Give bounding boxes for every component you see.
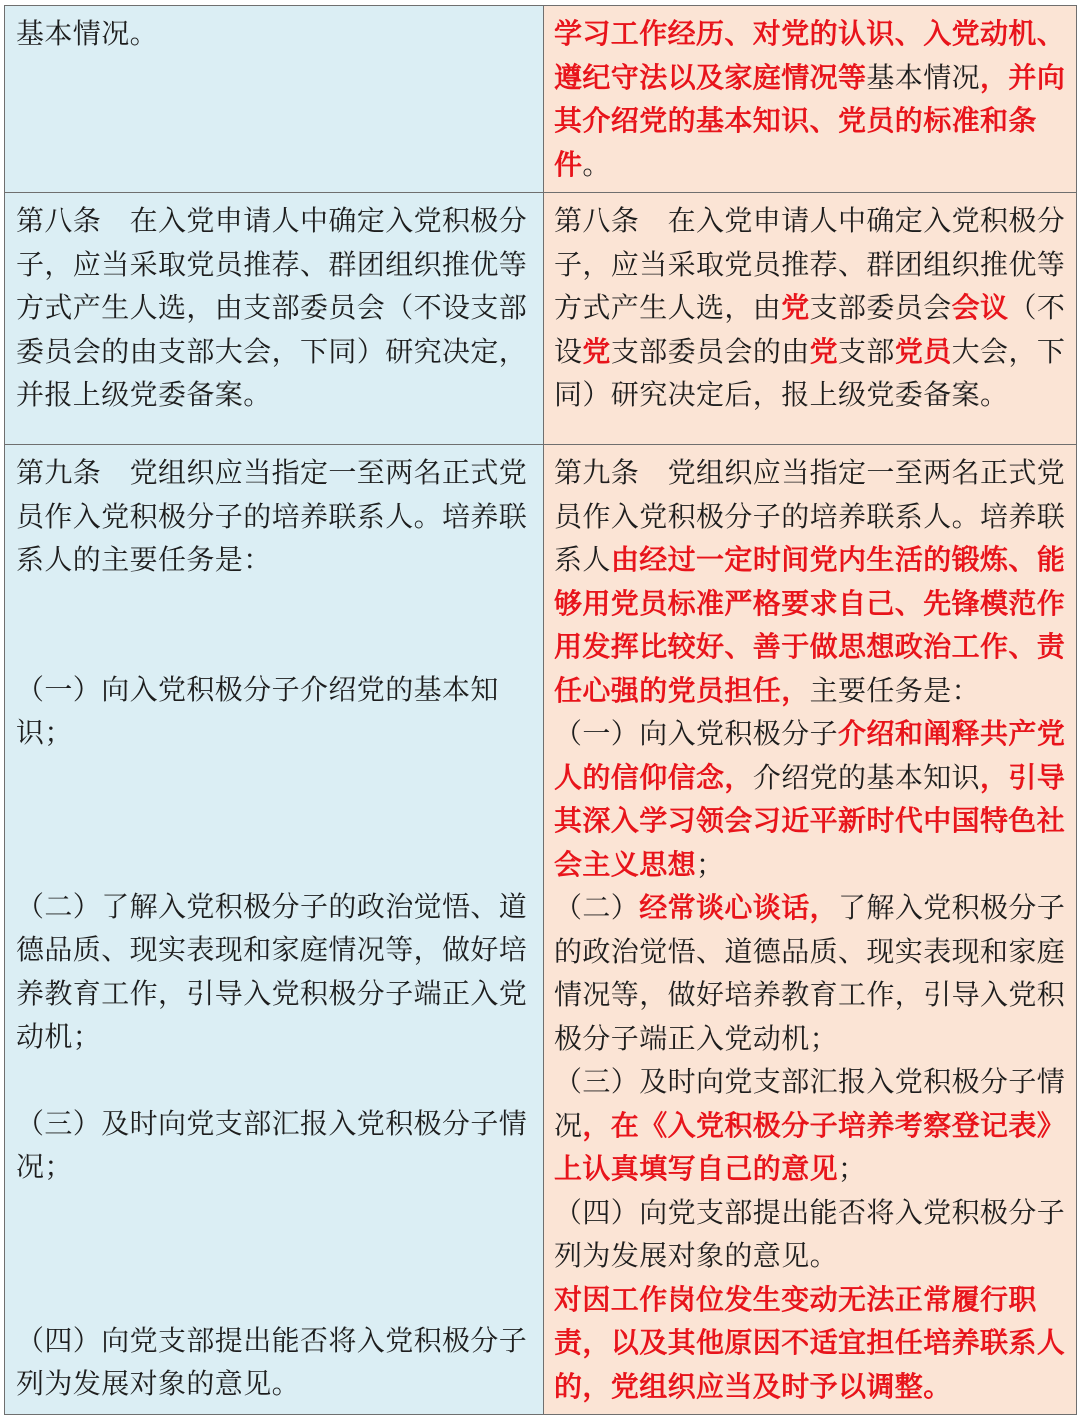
text-segment: （四）向党支部提出能否将入党积极分子列为发展对象的意见。 (16, 1323, 528, 1400)
revised-highlight-text: 党 (809, 334, 839, 368)
paragraph (16, 668, 535, 755)
original-text-cell (5, 445, 544, 1415)
paragraph (16, 885, 535, 1059)
revised-text-cell (544, 445, 1077, 1415)
text-segment: 大会，下同）研究决定后，报上级党委备案。 (554, 334, 1066, 411)
text-segment: 第九条 党组织应当指定一至两名正式党员作入党积极分子的培养联系人。培养联系人 (554, 456, 1066, 576)
text-segment: 主要任务是： (809, 673, 981, 707)
revised-highlight-text: 由经过一定时间党内生活的锻炼、能够用党员标准严格要求自己、先锋模范作用发挥比较好、善于做思想政治工作、责任心强的党员担任， (554, 543, 1066, 707)
revised-highlight-text: 对因工作岗位发生变动无法正常履行职责，以及其他原因不适宜担任培养联系人的，党组织应当及时予以调整。 (554, 1282, 1066, 1403)
text-segment: ； (696, 847, 725, 881)
paragraph (554, 1278, 1068, 1409)
revised-text-cell (544, 193, 1077, 445)
cell-text (544, 445, 1076, 1414)
cell-text (544, 6, 1076, 192)
text-segment: 支部委员会的由 (610, 334, 810, 368)
revised-highlight-text: 党 (582, 334, 611, 368)
text-segment: （二） (554, 891, 640, 924)
text-segment: （四）向党支部提出能否将入党积极分子列为发展对象的意见。 (554, 1195, 1066, 1272)
text-segment: （三）及时向党支部汇报入党积极分子情况； (16, 1106, 528, 1183)
cell-text (5, 193, 543, 423)
text-segment: 。 (582, 147, 611, 181)
text-segment: （一）向入党积极分子 (554, 717, 839, 750)
text-segment: （不设 (554, 291, 1066, 368)
text-segment: 第八条 在入党申请人中确定入党积极分子，应当采取党员推荐、群团组织推优等方式产生人选，由 (554, 204, 1066, 324)
paragraph (16, 1319, 535, 1406)
paragraph (554, 12, 1068, 186)
text-segment: （二）了解入党积极分子的政治觉悟、道德品质、现实表现和家庭情况等，做好培养教育工作，引导入党积极分子端正入党动机； (16, 889, 528, 1053)
paragraph (16, 12, 535, 56)
paragraph (554, 712, 1068, 886)
comparison-table (4, 5, 1077, 1415)
table-row (5, 445, 1077, 1415)
table-row (5, 193, 1077, 445)
revised-highlight-text: 党员 (894, 334, 952, 368)
paragraph (554, 199, 1068, 417)
original-text-cell (5, 6, 544, 193)
revised-highlight-text: 党 (781, 291, 810, 324)
original-text-cell (5, 193, 544, 445)
paragraph (16, 1102, 535, 1189)
revised-highlight-text: ，并向其介绍党的基本知识、党员的标准和条件 (554, 60, 1066, 181)
table-row (5, 6, 1077, 193)
cell-text (544, 193, 1076, 423)
cell-text (5, 445, 543, 1412)
revised-highlight-text: 学习工作经历、对党的认识、入党动机、遵纪守法以及家庭情况等 (554, 17, 1066, 94)
text-segment: 支部 (838, 334, 895, 368)
text-segment: 介绍党的基本知识 (752, 760, 981, 794)
text-segment: 第八条 在入党申请人中确定入党积极分子，应当采取党员推荐、群团组织推优等方式产生人选，由支部委员会（不设支部委员会的由支部大会，下同）研究决定，并报上级党委备案。 (16, 204, 528, 411)
revised-highlight-text: ，在《入党积极分子培养考察登记表》上认真填写自己的意见 (554, 1108, 1066, 1185)
text-segment: 基本情况 (866, 60, 981, 94)
revised-highlight-text: ，引导其深入学习领会习近平新时代中国特色社会主义思想 (554, 760, 1066, 881)
text-segment: （一）向入党积极分子介绍党的基本知识； (16, 672, 499, 749)
paragraph (554, 451, 1068, 712)
paragraph (554, 1060, 1068, 1191)
comparison-table-body (5, 6, 1077, 1415)
text-segment: 支部委员会 (809, 291, 952, 324)
text-segment: 第九条 党组织应当指定一至两名正式党员作入党积极分子的培养联系人。培养联系人的主要任务是： (16, 456, 528, 576)
revised-highlight-text: 经常谈心谈话， (639, 891, 839, 924)
revised-highlight-text: 会议 (951, 291, 1009, 324)
cell-text (5, 6, 543, 62)
revised-text-cell (544, 6, 1077, 193)
revised-highlight-text: 介绍和阐释共产党人的信仰信念， (554, 717, 1066, 794)
text-segment: （三）及时向党支部汇报入党积极分子情况 (554, 1065, 1066, 1142)
paragraph (16, 199, 535, 417)
paragraph (16, 451, 535, 582)
text-segment: ； (838, 1152, 867, 1185)
text-segment: 基本情况。 (16, 17, 159, 50)
text-segment: 了解入党积极分子的政治觉悟、道德品质、现实表现和家庭情况等，做好培养教育工作，引导入党积极分子端正入党动机； (554, 891, 1066, 1055)
paragraph (554, 886, 1068, 1060)
paragraph (554, 1191, 1068, 1278)
